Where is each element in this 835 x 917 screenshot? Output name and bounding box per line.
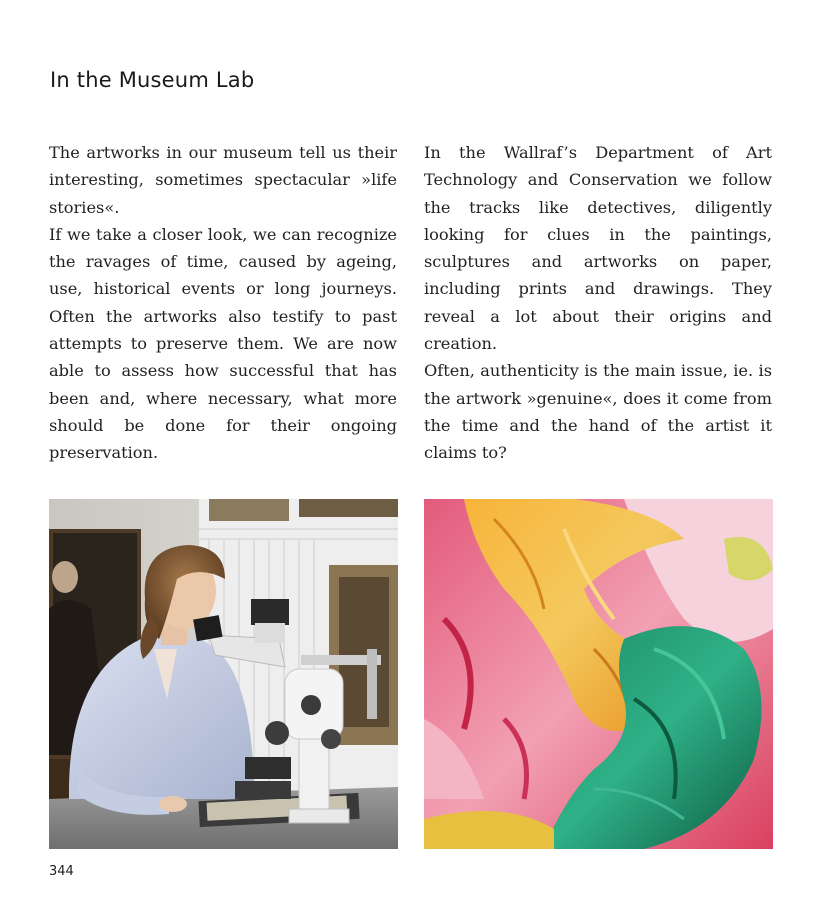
page-number: 344	[49, 864, 74, 879]
impasto-paint-illustration	[424, 499, 773, 849]
paragraph: The artworks in our museum tell us their interesting, sometimes spectacular »life stories«.	[49, 143, 397, 217]
paragraph: In the Wallraf’s Department of Art Technology and Conservation we follow the tracks like detectives, diligently looking for clues in the paintings, sculptures and artworks on paper, including prints and drawings. They reveal a lot about their origins and creation.	[424, 143, 772, 354]
paragraph: Often, authenticity is the main issue, ie. is the artwork »genuine«, does it come from the time and the hand of the artist it claims to?	[424, 361, 772, 463]
microscope-scene-illustration	[49, 499, 398, 849]
photo-conservator-microscope	[49, 499, 398, 849]
photo-paint-impasto-closeup	[424, 499, 773, 849]
left-text-column	[49, 139, 397, 467]
right-text-column	[424, 139, 772, 467]
page-title: In the Museum Lab	[50, 68, 255, 92]
paragraph: If we take a closer look, we can recognize the ravages of time, caused by ageing, use, historical events or long journeys. Often the artworks also testify to past attempts to preserve them. We are now able to assess how successful that has been and, where necessary, what more should be done for their ongoing preservation.	[49, 224, 397, 463]
